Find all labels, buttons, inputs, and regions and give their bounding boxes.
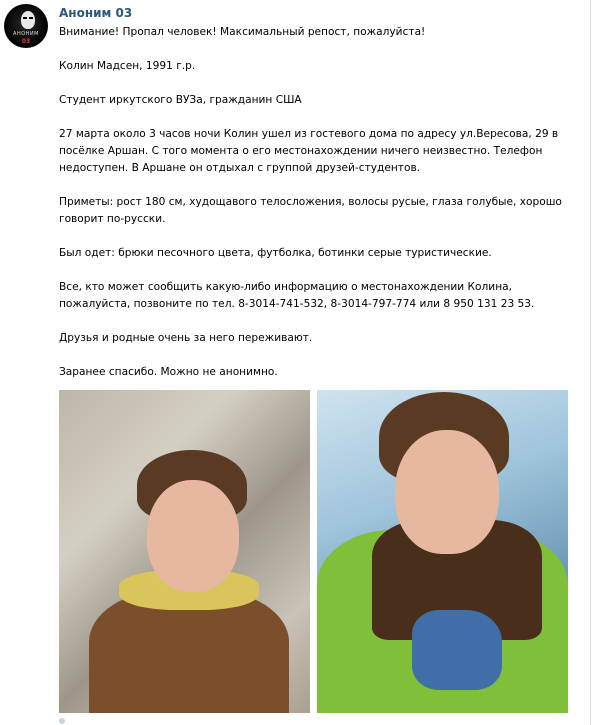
mask-icon: [21, 11, 35, 29]
avatar[interactable]: [4, 4, 48, 48]
avatar-number: 03: [21, 38, 31, 45]
face-shape: [147, 480, 239, 592]
post-paragraph: Все, кто может сообщить какую-либо информацию о местонахождении Колина, пожалуйста, позвоните по тел. 8-3014-741-532, 8-3014-797-774 или 8 950 131 23 53.: [59, 281, 535, 310]
post-paragraph: Был одет: брюки песочного цвета, футболка, ботинки серые туристические.: [59, 247, 492, 259]
post-paragraph: Друзья и родные очень за него переживают.: [59, 332, 313, 344]
post-paragraph: Заранее спасибо. Можно не анонимно.: [59, 366, 278, 378]
post-paragraph: Колин Мадсен, 1991 г.р.: [59, 60, 196, 72]
post-paragraph: 27 марта около 3 часов ночи Колин ушел из гостевого дома по адресу ул.Вересова, 29 в посёлке Аршан. С того момента о его местонахождении ничего неизвестно. Телефон недоступен. В Аршане он отдыхал с группой друзей-студентов.: [59, 128, 559, 174]
author-name[interactable]: Аноним 03: [59, 6, 133, 20]
post-paragraph: Приметы: рост 180 см, худощавого телосложения, волосы русые, глаза голубые, хорошо говорит по-русски.: [59, 196, 562, 225]
post-footer-dot: [59, 718, 65, 724]
glove-shape: [412, 610, 502, 690]
post-paragraph: Студент иркутского ВУЗа, гражданин США: [59, 94, 302, 106]
post-paragraph: Внимание! Пропал человек! Максимальный репост, пожалуйста!: [59, 26, 426, 38]
post-text: [59, 24, 579, 398]
face-shape: [395, 430, 499, 554]
photo-2[interactable]: [317, 390, 568, 713]
avatar-text: АНОНИМ: [13, 31, 39, 37]
panel-border: [590, 0, 591, 725]
photo-1[interactable]: [59, 390, 310, 713]
